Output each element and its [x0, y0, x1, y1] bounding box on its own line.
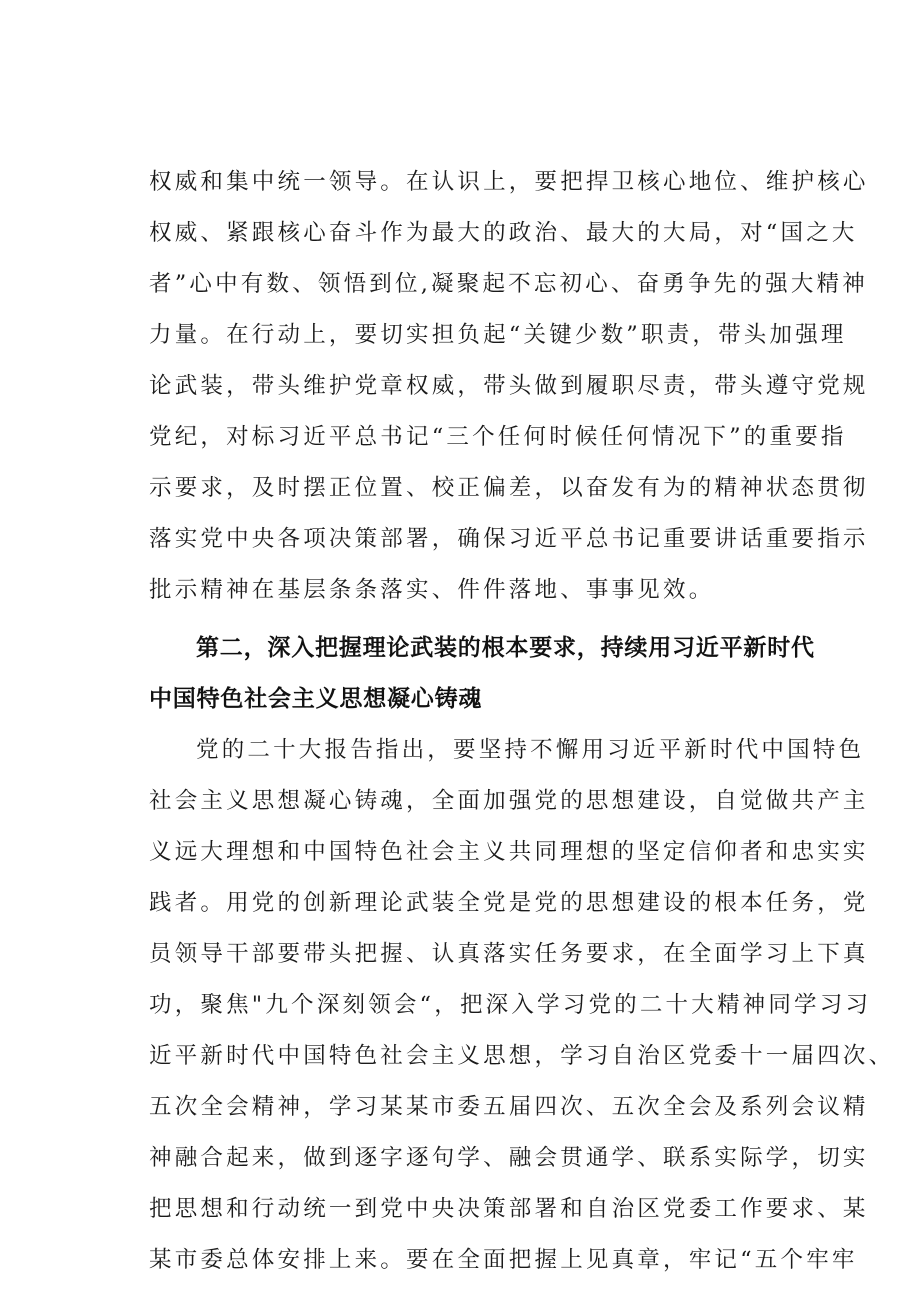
paragraph-2-line-8: 五次全会精神，学习某某市委五届四次、五次全会及系列会议精 — [149, 1094, 869, 1120]
section-heading-line-2: 中国特色社会主义思想凝心铸魂 — [149, 686, 483, 712]
paragraph-2-line-6: 功，聚焦"九个深刻领会“，把深入学习党的二十大精神同学习习 — [149, 992, 872, 1018]
paragraph-2-line-10: 把思想和行动统一到党中央决策部署和自治区党委工作要求、某 — [149, 1196, 869, 1222]
paragraph-2-line-5: 员领导干部要带头把握、认真落实任务要求，在全面学习上下真 — [149, 941, 869, 967]
paragraph-1-line-8: 落实党中央各项决策部署，确保习近平总书记重要讲话重要指示 — [149, 526, 869, 552]
paragraph-1-line-9: 批示精神在基层条条落实、件件落地、事事见效。 — [149, 577, 715, 603]
paragraph-2-line-11: 某市委总体安排上来。要在全面把握上见真章，牢记“五个牢牢 — [149, 1247, 858, 1273]
paragraph-1-line-7: 示要求，及时摆正位置、校正偏差，以奋发有为的精神状态贯彻 — [149, 475, 869, 501]
section-heading-line-1: 第二，深入把握理论武装的根本要求，持续用习近平新时代 — [196, 635, 815, 661]
paragraph-1-line-3: 者”心中有数、领悟到位,凝聚起不忘初心、奋勇争先的强大精神 — [149, 271, 868, 297]
paragraph-2-line-2: 社会主义思想凝心铸魂，全面加强党的思想建设，自觉做共产主 — [149, 788, 869, 814]
paragraph-1-line-2: 权威、紧跟核心奋斗作为最大的政治、最大的大局，对“国之大 — [149, 220, 858, 246]
paragraph-1-line-5: 论武装，带头维护党章权威，带头做到履职尽责，带头遵守党规 — [149, 373, 869, 399]
paragraph-1-line-1: 权威和集中统一领导。在认识上，要把捍卫核心地位、维护核心 — [149, 169, 869, 195]
paragraph-1-line-4: 力量。在行动上，要切实担负起“关键少数”职责，带头加强理 — [149, 322, 847, 348]
paragraph-2-line-4: 践者。用党的创新理论武装全党是党的思想建设的根本任务，党 — [149, 890, 869, 916]
paragraph-2-line-1: 党的二十大报告指出，要坚持不懈用习近平新时代中国特色 — [196, 737, 865, 763]
paragraph-1-line-6: 党纪，对标习近平总书记“三个任何时候任何情况下”的重要指 — [149, 424, 847, 450]
paragraph-2-line-9: 神融合起来，做到逐字逐句学、融会贯通学、联系实际学，切实 — [149, 1145, 869, 1171]
paragraph-2-line-3: 义远大理想和中国特色社会主义共同理想的坚定信仰者和忠实实 — [149, 839, 869, 865]
paragraph-2-line-7: 近平新时代中国特色社会主义思想，学习自治区党委十一届四次、 — [149, 1043, 895, 1069]
